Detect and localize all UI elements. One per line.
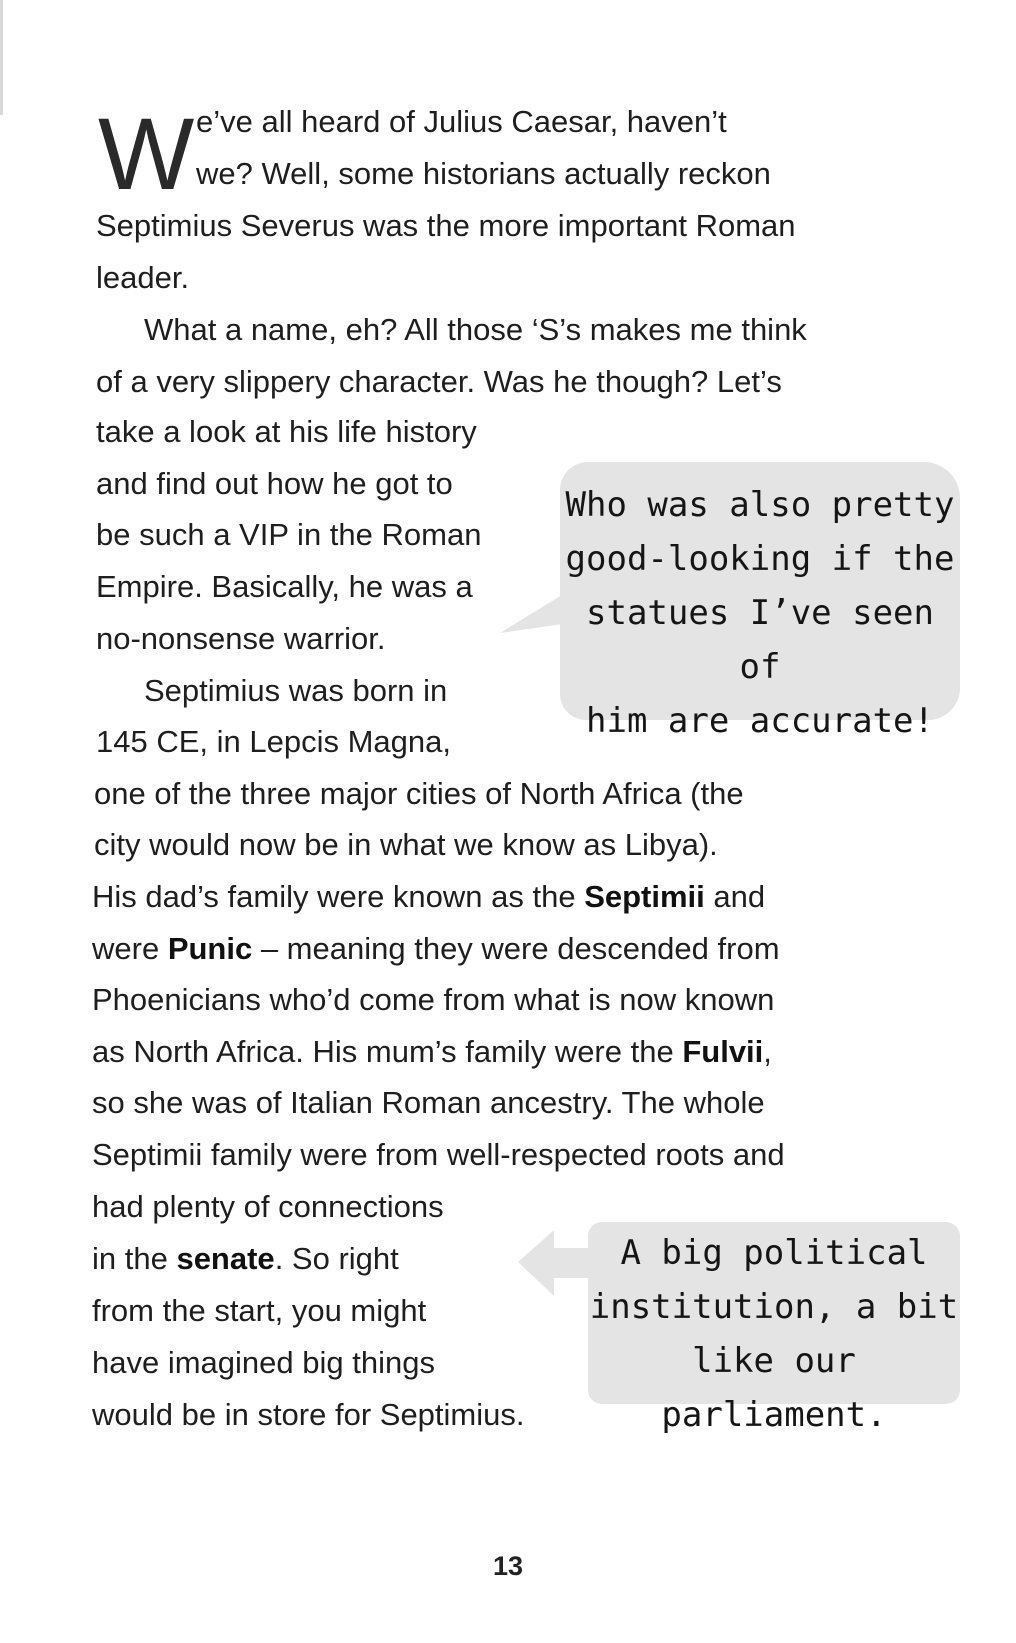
text-line: and find out how he got to [96,466,453,501]
term-septimii: Septimii [584,879,705,914]
text-line: Septimii family were from well-respected roots and [92,1137,785,1172]
page-edge [0,0,3,115]
page-number: 13 [492,1551,524,1581]
text-line: Septimius Severus was the more important Roman [96,208,796,243]
text-line: Phoenicians who’d come from what is now known [92,982,775,1017]
term-punic: Punic [167,931,253,966]
text-line: city would now be in what we know as Libya). [94,827,718,862]
callout-text-2: A big political institution, a bit like our parliament. [589,1233,959,1435]
text-line: take a look at his life history [96,414,477,449]
text-line: one of the three major cities of North Africa (the [94,776,744,811]
text-line: we? Well, some historians actually reckon [196,156,771,191]
text-line: would be in store for Septimius. [92,1397,525,1432]
term-fulvii: Fulvii [682,1034,764,1069]
text-line: Septimius was born in [144,673,448,708]
text-line: What a name, eh? All those ‘S’s makes me think [144,312,807,347]
text-line: of a very slippery character. Was he though? Let’s [96,364,782,399]
text-line: from the start, you might [92,1293,427,1328]
text-line: have imagined big things [92,1345,435,1380]
text-line: be such a VIP in the Roman [96,517,482,552]
text-line: His dad’s family were known as the Septimii and [92,879,766,914]
text-line: leader. [96,260,190,295]
text-line: so she was of Italian Roman ancestry. The whole [92,1085,765,1120]
text-line: had plenty of connections [92,1189,444,1224]
text-line: Empire. Basically, he was a [96,569,473,604]
text-line: as North Africa. His mum’s family were the Fulvii, [92,1034,772,1069]
text-line: e’ve all heard of Julius Caesar, haven’t [196,104,727,139]
text-line: in the senate. So right [92,1241,399,1276]
callout-text-1: Who was also pretty good-looking if the statues I’ve seen of him are accurate! [565,485,955,741]
text-line: were Punic – meaning they were descended from [92,931,780,966]
drop-cap: W [98,97,195,211]
text-line: 145 CE, in Lepcis Magna, [96,724,451,759]
text-line: no-nonsense warrior. [96,621,386,656]
term-senate: senate [176,1241,275,1276]
